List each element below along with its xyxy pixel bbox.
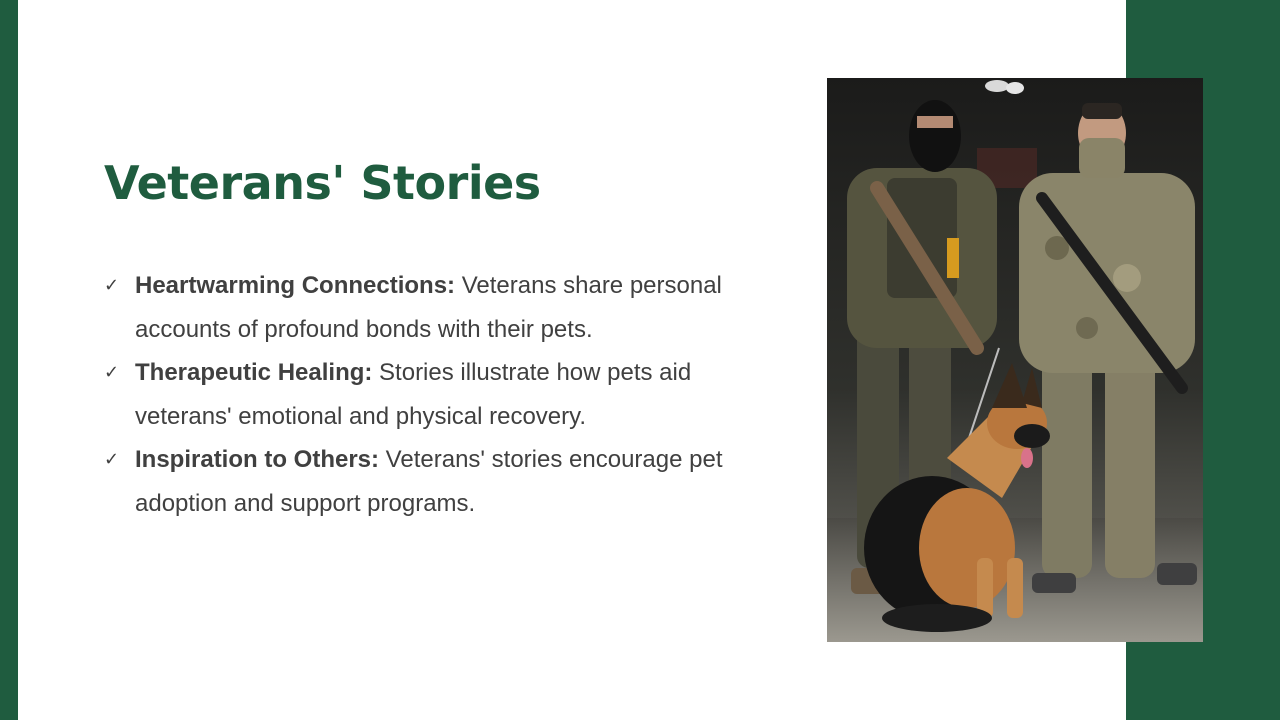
checkmark-icon: ✓ <box>104 275 120 296</box>
bullet-item <box>104 351 744 438</box>
checkmark-icon: ✓ <box>104 362 120 383</box>
bullet-text: Veterans share personal accounts of profound bonds with their pets. <box>135 272 722 343</box>
bullet-text: Veterans' stories encourage pet adoption and support programs. <box>135 446 723 517</box>
bullet-text: Stories illustrate how pets aid veterans' emotional and physical recovery. <box>135 359 692 430</box>
slide-title: Veterans' Stories <box>104 156 541 210</box>
bullet-term: Heartwarming Connections: <box>135 272 456 299</box>
bullet-term: Therapeutic Healing: <box>135 359 373 386</box>
bullet-item <box>104 264 744 351</box>
bullet-list <box>104 264 744 525</box>
left-accent-bar <box>0 0 18 720</box>
checkmark-icon: ✓ <box>104 449 120 470</box>
veterans-with-dog-photo <box>827 78 1203 642</box>
bullet-item <box>104 438 744 525</box>
bullet-term: Inspiration to Others: <box>135 446 380 473</box>
